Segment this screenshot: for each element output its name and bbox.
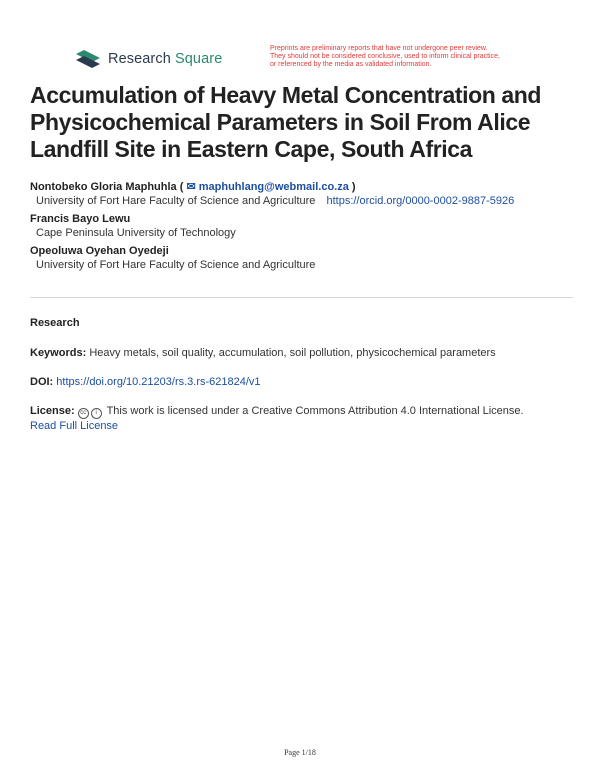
divider (30, 297, 573, 298)
author-email[interactable]: maphuhlang@webmail.co.za (198, 181, 349, 193)
article-type: Research (30, 317, 80, 329)
orcid-link[interactable]: https://orcid.org/0000-0002-9887-5926 (326, 194, 515, 207)
author-name: Opeoluwa Oyehan Oyedeji (30, 245, 169, 257)
doi (30, 375, 575, 390)
page-number: Page 1/18 (284, 748, 316, 757)
preprint-notice: Preprints are preliminary reports that have not undergone peer review. They should not be considered conclusive, used to inform clinical practice, or referenced by the media as validated information. (270, 45, 500, 68)
author-list (30, 181, 575, 277)
author-affiliation: University of Fort Hare Faculty of Science and Agriculture (36, 194, 316, 207)
logo-text: Research Square (108, 51, 223, 67)
read-full-license-link[interactable]: Read Full License (30, 420, 119, 432)
license-text: This work is licensed under a Creative Commons Attribution 4.0 International License. (106, 405, 524, 417)
author-2 (30, 213, 575, 240)
keywords-label: Keywords: (30, 347, 87, 359)
author-1: Nontobeko Gloria Maphuhla ( ✉ maphuhlang@webmail.co.za ) University of Fort Hare Faculty of Science and Agriculture https://orcid.org/0000-0002-9887-5926 (30, 181, 515, 207)
keywords-value: Heavy metals, soil quality, accumulation, soil pollution, physicochemical parameters (89, 347, 496, 359)
author-name: Francis Bayo Lewu (30, 213, 131, 225)
author-affiliation: Cape Peninsula University of Technology (36, 226, 236, 239)
author-3 (30, 245, 575, 272)
author-name: Nontobeko Gloria Maphuhla (30, 181, 177, 193)
doi-label: DOI: (30, 376, 54, 388)
doi-link[interactable]: https://doi.org/10.21203/rs.3.rs-621824/v1 (56, 376, 261, 388)
research-square-logo-icon (74, 48, 102, 70)
author-affiliation: University of Fort Hare Faculty of Science and Agriculture (36, 258, 316, 271)
keywords (30, 346, 575, 361)
envelope-icon: ✉ (186, 181, 199, 193)
paper-title: Accumulation of Heavy Metal Concentration and Physicochemical Parameters in Soil From Alice Landfill Site in Eastern Cape, South Africa (30, 82, 542, 162)
cc-by-icon: i (91, 408, 102, 419)
research-square-logo (74, 48, 222, 70)
license-label: License: (30, 405, 75, 417)
cc-icon: cc (78, 408, 89, 419)
license (30, 404, 575, 434)
